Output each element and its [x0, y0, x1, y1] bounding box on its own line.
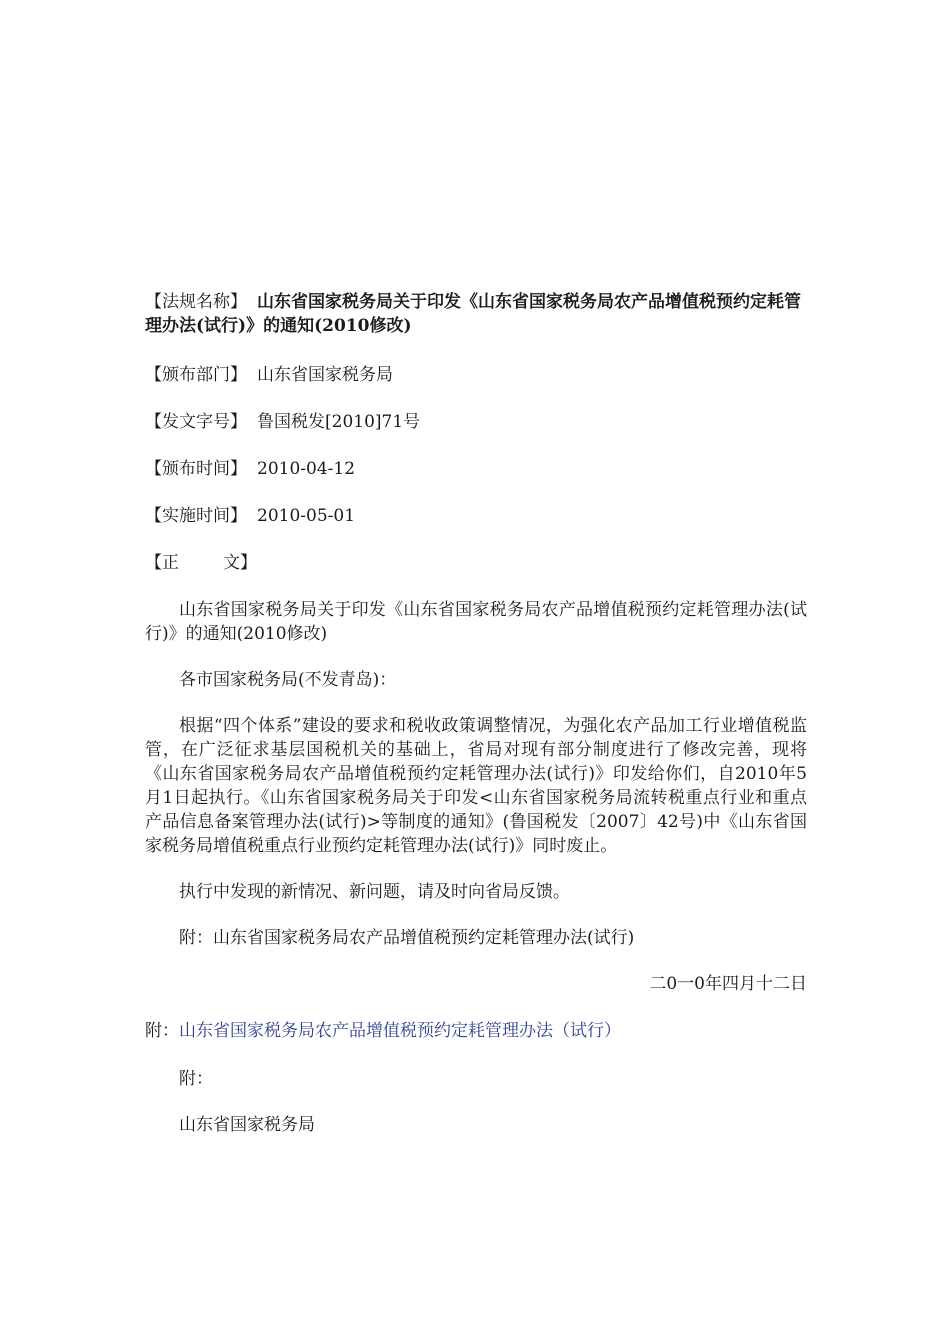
meta-dept-value: 山东省国家税务局 — [257, 365, 393, 385]
salutation: 各市国家税务局(不发青岛)： — [179, 670, 397, 690]
meta-dept-row — [145, 363, 807, 387]
meta-issue-label: 【颁布时间】 — [145, 459, 247, 479]
document-title: 山东省国家税务局关于印发《山东省国家税务局农产品增值税预约定耗管理办法(试行)》的通知(2010修改) — [145, 292, 801, 336]
body-label-left: 【正 — [145, 553, 179, 573]
body-heading: 山东省国家税务局关于印发《山东省国家税务局农产品增值税预约定耗管理办法(试行)》的通知(2010修改) — [145, 600, 807, 644]
attachment-prefix: 附： — [145, 1021, 179, 1041]
meta-title-row — [145, 290, 807, 338]
issue-date: 二0一0年四月十二日 — [649, 974, 807, 994]
meta-effective-row — [145, 504, 807, 528]
attachment-link[interactable]: 山东省国家税务局农产品增值税预约定耗管理办法（试行） — [179, 1021, 621, 1041]
attachment-row — [145, 1019, 807, 1043]
appendix-org: 山东省国家税务局 — [179, 1115, 315, 1135]
meta-docno-label: 【发文字号】 — [145, 412, 247, 432]
meta-effective-label: 【实施时间】 — [145, 506, 247, 526]
appendix-label: 附： — [179, 1069, 213, 1089]
meta-docno-row — [145, 410, 807, 434]
body-paragraph-1: 根据“四个体系”建设的要求和税收政策调整情况，为强化农产品加工行业增值税监管，在广泛征求基层国税机关的基础上，省局对现有部分制度进行了修改完善，现将《山东省国家税务局农产品增值税预约定耗管理办法(试行)》印发给你们，自2010年5月1日起执行。《山东省国家税务局关于印发<山东省国家税务局流转税重点行业和重点产品信息备案管理办法(试行)>等制度的通知》(鲁国税发〔2007〕42号)中《山东省国家税务局增值税重点行业预约定耗管理办法(试行)》同时废止。 — [145, 716, 807, 856]
meta-issue-row — [145, 457, 807, 481]
meta-issue-value: 2010-04-12 — [257, 459, 356, 479]
body-paragraph-2: 执行中发现的新情况、新问题，请及时向省局反馈。 — [179, 882, 570, 902]
meta-dept-label: 【颁布部门】 — [145, 365, 247, 385]
attachment-note: 附：山东省国家税务局农产品增值税预约定耗管理办法(试行) — [179, 928, 635, 948]
meta-docno-value: 鲁国税发[2010]71号 — [257, 412, 421, 432]
meta-effective-value: 2010-05-01 — [257, 506, 356, 526]
document-page — [145, 290, 807, 1159]
body-label-right: 文】 — [223, 553, 257, 573]
meta-body-row — [145, 551, 807, 575]
meta-title-label: 【法规名称】 — [145, 292, 247, 312]
